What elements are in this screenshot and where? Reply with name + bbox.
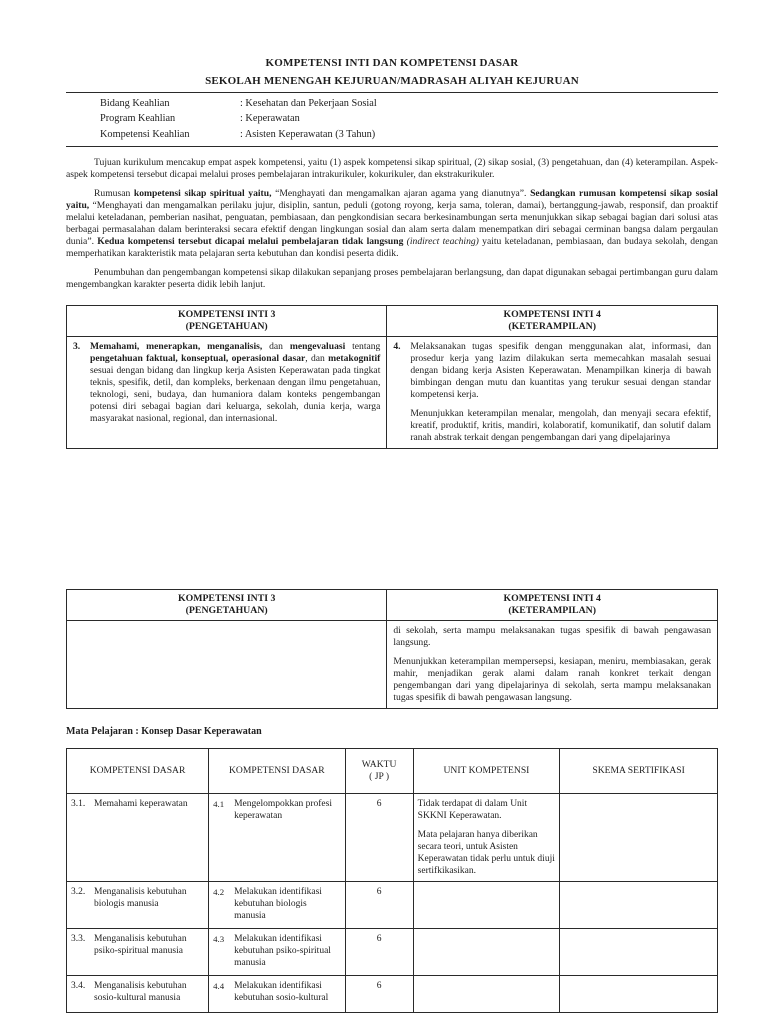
ki4-header-line2: (KETERAMPILAN): [508, 321, 596, 333]
skema-cell: [560, 794, 718, 882]
ki3-number: 3.: [73, 341, 81, 353]
paragraph-tujuan: Tujuan kurikulum mencakup empat aspek kompetensi, yaitu (1) aspek kompetensi sikap spiritual, (2) sikap sosial, (3) pengetahuan, dan (4) keterampilan. Aspek-aspek kompetensi tersebut dicapai melalui proses pembelajaran intrakurikuler, kokurikuler, dan ekstrakurikuler.: [66, 157, 718, 181]
ki3-segment-bold: metakognitif: [328, 353, 381, 365]
jp-cell: 6: [345, 976, 413, 1013]
ki4-paragraph-1: Melaksanakan tugas spesifik dengan menggunakan alat, informasi, dan prosedur kerja yang lazim dilakukan serta memecahkan masalah sesuai dengan bidang kerja Asisten Keperawatan. Menampilkan kinerja di bawah bimbingan dengan mutu dan kuantitas yang terukur sesuai dengan standar kompetensi kerja.: [410, 341, 711, 401]
ki4-text: [410, 341, 711, 444]
ki3-segment: sesuai dengan bidang dan lingkup kerja Asisten Keperawatan pada tingkat teknis, spesifik, detil, dan kompleks, berkenaan dengan ilmu pengetahuan, teknologi, seni, budaya, dan humaniora dalam konteks pengembangan potensi diri sebagai bagian dari keluarga, sekolah, dunia kerja, warga masyarakat nasional, regional, dan internasional.: [90, 365, 381, 425]
kd3-number: 3.4.: [71, 981, 86, 992]
kd4-cell: [209, 882, 345, 929]
info-block: [66, 96, 718, 142]
header-rule-bottom: [66, 146, 718, 147]
unit-cell: [413, 976, 560, 1013]
subject-line: Mata Pelajaran : Konsep Dasar Keperawatan: [66, 726, 262, 738]
ki4-cont-paragraph-2: Menunjukkan keterampilan mempersepsi, kesiapan, meniru, membiasakan, gerak mahir, menjadikan gerak alami dalam ranah konkret terkait dengan pengembangan dari yang dipelajarinya di sekolah, serta mampu melaksanakan tugas spesifik di bawah pengawasan langsung.: [393, 656, 711, 704]
info-row-bidang: [66, 96, 718, 111]
doc-title: KOMPETENSI INTI DAN KOMPETENSI DASAR: [265, 57, 519, 69]
ki4-header-line1: KOMPETENSI INTI 4: [503, 593, 601, 605]
jp-cell: 6: [345, 929, 413, 976]
unit-cell: [413, 882, 560, 929]
kd3-cell: [67, 929, 209, 976]
ki4-header-cell: [387, 306, 718, 337]
unit-cell: [413, 794, 560, 882]
ki3-item: [73, 341, 380, 425]
skema-cell: [560, 929, 718, 976]
paragraph-segment-bold: kompetensi sikap spiritual yaitu,: [133, 188, 272, 200]
info-value: : Keperawatan: [240, 113, 300, 125]
kd-row-4: [67, 976, 718, 1013]
ki4-paragraph-2: Menunjukkan keterampilan menalar, mengolah, dan menyaji secara efektif, kreatif, produktif, kritis, mandiri, kolaboratif, komunikatif, dan solutif dalam ranah abstrak terkait dengan pengembangan dari yang dipelajarinya: [410, 408, 711, 444]
kd3-column-header: KOMPETENSI DASAR: [67, 749, 209, 794]
info-label: Kompetensi Keahlian: [100, 128, 190, 140]
kd4-cell: [209, 929, 345, 976]
ki4-cont-paragraph-1: di sekolah, serta mampu melaksanakan tugas spesifik di bawah pengawasan langsung.: [393, 625, 711, 649]
paragraph-segment: “Menghayati dan mengamalkan perilaku jujur, disiplin, santun, peduli (gotong royong, kerja sama, toleran, damai), bertanggung-jawab, responsif, dan proaktif melalui keteladanan, pemberian nasihat, penguatan, pembiasaan, dan pengkondisian secara berkesinambungan serta menunjukkan sikap sebagai bagian dari solusi atas berbagai permasalahan dalam berinteraksi secara efektif dengan lingkungan sosial dan alam serta dalam menempatkan diri sebagai cerminan bangsa dalam pergaulan dunia”.: [66, 200, 718, 248]
ki4-header-line2: (KETERAMPILAN): [508, 605, 596, 617]
skema-cell: [560, 976, 718, 1013]
kd4-column-header: KOMPETENSI DASAR: [209, 749, 345, 794]
kd3-item: [71, 933, 204, 957]
paragraph-segment: Rumusan: [94, 188, 134, 200]
kd3-number: 3.3.: [71, 934, 86, 945]
info-row-program: [66, 111, 718, 126]
info-value: : Asisten Keperawatan (3 Tahun): [240, 128, 376, 140]
skema-column-header: SKEMA SERTIFIKASI: [560, 749, 718, 794]
jp-cell: 6: [345, 882, 413, 929]
kd4-item: [213, 933, 340, 969]
unit-cell: [413, 929, 560, 976]
kd-table: [66, 748, 718, 1013]
ki3-empty-cell: [67, 621, 387, 709]
kd4-text: Mengelompokkan profesi keperawatan: [234, 799, 332, 822]
ki3-segment-bold: mengevaluasi: [289, 341, 346, 353]
kd-row-1: [67, 794, 718, 882]
ki4-cell: [387, 337, 718, 449]
kd4-cell: [209, 794, 345, 882]
page-break-gap: [66, 449, 718, 575]
ki3-header-line1: KOMPETENSI INTI 3: [177, 309, 276, 321]
ki4-header-cell: [387, 590, 718, 621]
kd3-number: 3.1.: [71, 799, 86, 810]
kd3-item: [71, 798, 204, 810]
document-content: [66, 0, 718, 1013]
ki3-header-line2: (PENGETAHUAN): [185, 605, 268, 617]
ki-table-page2: [66, 589, 718, 709]
kd4-text: Melakukan identifikasi kebutuhan sosio-kultural: [234, 981, 329, 1004]
kd4-item: [213, 980, 340, 1004]
kd3-item: [71, 980, 204, 1004]
ki3-header-cell: [67, 590, 387, 621]
paragraph-penumbuhan: Penumbuhan dan pengembangan kompetensi sikap dilakukan sepanjang proses pembelajaran berlangsung, dan dapat digunakan sebagai pertimbangan guru dalam mengembangkan karakter peserta didik lebih lanjut.: [66, 267, 718, 291]
ki3-segment-bold: Memahami, menerapkan, menganalisis,: [90, 341, 263, 353]
info-label: Program Keahlian: [100, 113, 176, 125]
info-value: : Kesehatan dan Pekerjaan Sosial: [240, 98, 377, 109]
ki3-segment: , dan: [305, 353, 329, 365]
kd3-text: Memahami keperawatan: [94, 799, 188, 810]
ki4-number: 4.: [393, 341, 401, 353]
kd4-item: [213, 886, 340, 922]
kd3-text: Menganalisis kebutuhan biologis manusia: [94, 887, 187, 910]
waktu-header-line2: ( JP ): [369, 771, 390, 783]
kd-header-row: [67, 749, 718, 794]
ki3-header-line1: KOMPETENSI INTI 3: [177, 593, 276, 605]
ki-table-page1: [66, 305, 718, 449]
ki4-continuation-cell: [387, 621, 718, 709]
kd4-text: Melakukan identifikasi kebutuhan psiko-spiritual manusia: [234, 934, 331, 969]
kd3-text: Menganalisis kebutuhan psiko-spiritual manusia: [94, 934, 187, 957]
kd4-cell: [209, 976, 345, 1013]
ki4-item: [393, 341, 711, 444]
kd3-item: [71, 886, 204, 910]
ki3-header-line2: (PENGETAHUAN): [185, 321, 268, 333]
ki3-cell: [67, 337, 387, 449]
waktu-column-header: [345, 749, 413, 794]
kd4-number: 4.3: [213, 934, 225, 945]
ki-table2-header-row: [67, 590, 718, 621]
kd3-cell: [67, 882, 209, 929]
paragraph-segment-italic: (indirect teaching): [403, 236, 479, 248]
unit-column-header: UNIT KOMPETENSI: [413, 749, 560, 794]
kd4-item: [213, 798, 340, 822]
paragraph-segment: yaitu keteladanan, pembiasaan, dan budaya sekolah, dengan memperhatikan karakteristik mata pelajaran serta kebutuhan dan kondisi peserta didik.: [66, 236, 718, 260]
kd4-text: Melakukan identifikasi kebutuhan biologis manusia: [234, 887, 322, 922]
ki3-segment-bold: pengetahuan faktual, konseptual, operasional dasar: [90, 353, 306, 365]
ki3-header-cell: [67, 306, 387, 337]
kd4-number: 4.1: [213, 799, 225, 810]
kd4-number: 4.4: [213, 981, 225, 992]
kd-row-2: [67, 882, 718, 929]
kd3-text: Menganalisis kebutuhan sosio-kultural manusia: [94, 981, 187, 1004]
paragraph-segment-bold: Sedangkan rumusan kompetensi sikap sosial yaitu,: [66, 188, 718, 212]
header-rule-top: [66, 92, 718, 93]
kd4-number: 4.2: [213, 887, 225, 898]
paragraph-rumusan: [66, 188, 718, 260]
jp-cell: 6: [345, 794, 413, 882]
kd3-number: 3.2.: [71, 887, 86, 898]
info-label: Bidang Keahlian: [100, 98, 170, 109]
doc-subtitle: SEKOLAH MENENGAH KEJURUAN/MADRASAH ALIYAH KEJURUAN: [205, 75, 579, 87]
unit-paragraph-1: Tidak terdapat di dalam Unit SKKNI Keperawatan.: [417, 799, 528, 822]
kd-row-3: [67, 929, 718, 976]
paragraph-segment: “Menghayati dan mengamalkan ajaran agama yang dianutnya”.: [271, 188, 531, 200]
ki3-text: [90, 341, 380, 425]
ki-table-body-row: [67, 337, 718, 449]
paragraph-segment-bold: Kedua kompetensi tersebut dicapai melalui pembelajaran tidak langsung: [97, 236, 404, 248]
ki-table-header-row: [67, 306, 718, 337]
kd3-cell: [67, 976, 209, 1013]
unit-paragraph-2: Mata pelajaran hanya diberikan secara teori, untuk Asisten Keperawatan tidak perlu untuk diuji sertifkikasikan.: [417, 830, 555, 877]
kd3-cell: [67, 794, 209, 882]
info-row-kompetensi: [66, 127, 718, 142]
skema-cell: [560, 882, 718, 929]
ki-table2-body-row: [67, 621, 718, 709]
ki3-segment: dan: [262, 341, 290, 353]
ki3-segment: tentang: [345, 341, 381, 353]
ki4-header-line1: KOMPETENSI INTI 4: [503, 309, 601, 321]
waktu-header-line1: WAKTU: [361, 759, 397, 771]
